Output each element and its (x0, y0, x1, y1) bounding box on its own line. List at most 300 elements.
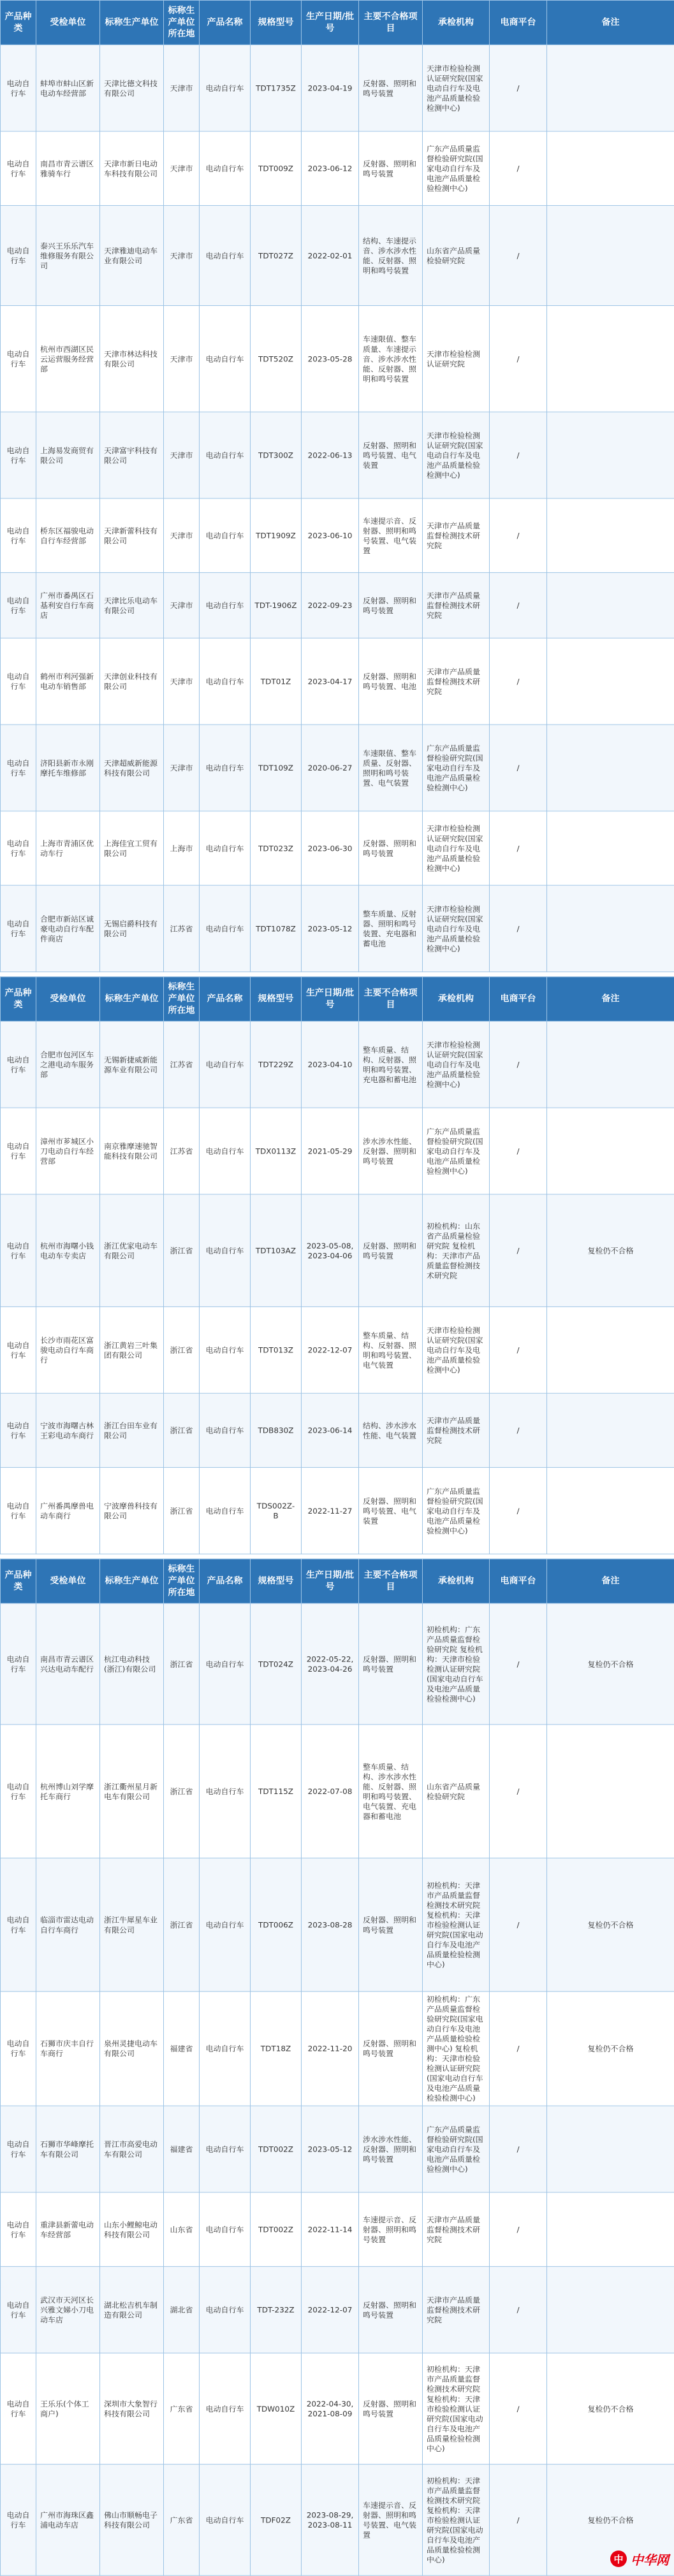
table-cell: 电动自行车 (200, 1021, 251, 1108)
table-cell: 2023-06-14 (302, 1393, 359, 1467)
table-cell: 上海市 (164, 811, 200, 885)
table-cell (547, 725, 674, 811)
table-cell: 泰兴王乐乐汽车维修服务有限公司 (36, 205, 100, 305)
column-header: 承检机构 (423, 0, 490, 45)
table-cell: 电动自行车 (1, 2464, 36, 2576)
table-cell: 合肥市新站区诚豪电动自行车配件商店 (36, 885, 100, 972)
table-cell: 电动自行车 (1, 885, 36, 972)
table-cell: 反射器、照明和鸣号装置 (359, 572, 423, 638)
table-cell: 上海市青浦区优动车行 (36, 811, 100, 885)
column-header: 备注 (547, 977, 674, 1022)
table-cell: 电动自行车 (200, 2192, 251, 2266)
table-cell: 电动自行车 (1, 45, 36, 131)
table-cell: TDT520Z (251, 306, 302, 412)
table-cell: 电动自行车 (1, 572, 36, 638)
table-cell (547, 498, 674, 572)
table-cell: / (490, 2353, 547, 2464)
table-cell: 涉水涉水性能、反射器、照明和鸣号装置 (359, 1108, 423, 1194)
table-cell: 晋江市高爱电动车有限公司 (100, 2106, 164, 2192)
table-row (1, 412, 674, 498)
column-header: 受检单位 (36, 0, 100, 45)
table-cell: / (490, 2464, 547, 2576)
table-row (1, 2353, 674, 2464)
table-cell: TDT-1906Z (251, 572, 302, 638)
table-cell: 反射器、照明和鸣号装置、电气装置 (359, 1468, 423, 1554)
table-cell: 2022-02-01 (302, 205, 359, 305)
table-cell: 2022-11-14 (302, 2192, 359, 2266)
table-cell: 天津市新日电动车科技有限公司 (100, 131, 164, 205)
table-cell: TDT006Z (251, 1858, 302, 1991)
table-cell: 浙江省 (164, 1306, 200, 1393)
table-cell: 宁波摩兽科技有限公司 (100, 1468, 164, 1554)
table-cell: 浙江优家电动车有限公司 (100, 1194, 164, 1306)
table-cell: 2022-12-07 (302, 1306, 359, 1393)
table-cell: / (490, 1725, 547, 1858)
table-cell: 电动自行车 (200, 205, 251, 305)
table-cell: TDX0113Z (251, 1108, 302, 1194)
column-header: 标称生产单位 (100, 0, 164, 45)
table-cell: TDT115Z (251, 1725, 302, 1858)
table-cell: 电动自行车 (200, 1858, 251, 1991)
table-cell: 电动自行车 (1, 205, 36, 305)
table-cell (547, 1108, 674, 1194)
table-row (1, 1858, 674, 1991)
table-row (1, 1108, 674, 1194)
table-cell: 2022-06-13 (302, 412, 359, 498)
table-cell: 福建省 (164, 1992, 200, 2106)
table-row (1, 131, 674, 205)
table-cell: 无锡新捷威新能源车业有限公司 (100, 1021, 164, 1108)
table-row (1, 811, 674, 885)
table-cell: / (490, 45, 547, 131)
table-row (1, 205, 674, 305)
table-cell: / (490, 811, 547, 885)
table-row (1, 1603, 674, 1725)
table-header-row (1, 0, 674, 45)
table-cell: 初检机构：天津市产品质量监督检测技术研究院 复检机构：天津市检验检测认证研究院(国家电动自行车及电池产品质量检验检测中心) (423, 2353, 490, 2464)
table-cell: 初检机构：山东省产品质量检验研究院 复检机构：天津市产品质量监督检测技术研究院 (423, 1194, 490, 1306)
table-row (1, 306, 674, 412)
table-cell: 初检机构：天津市产品质量监督检测技术研究院 复检机构：天津市检验检测认证研究院(国家电动自行车及电池产品质量检验检测中心) (423, 2464, 490, 2576)
table-cell: 反射器、照明和鸣号装置 (359, 131, 423, 205)
table-cell: 电动自行车 (1, 306, 36, 412)
table-cell: 结构、涉水涉水性能、电气装置 (359, 1393, 423, 1467)
table-cell: 2023-06-10 (302, 498, 359, 572)
table-cell: 2023-08-28 (302, 1858, 359, 1991)
table-cell: 天津市产品质量监督检测技术研究院 (423, 2192, 490, 2266)
table-cell (547, 2266, 674, 2353)
table-cell: 浙江省 (164, 1725, 200, 1858)
table-cell: 复检仍不合格 (547, 2464, 674, 2576)
table-cell: / (490, 572, 547, 638)
table-cell: 2022-07-08 (302, 1725, 359, 1858)
table-cell: 电动自行车 (200, 1194, 251, 1306)
table-cell: 山东省产品质量检验研究院 (423, 205, 490, 305)
table-cell (547, 1393, 674, 1467)
column-header: 主要不合格项目 (359, 977, 423, 1022)
table-cell: 2023-04-10 (302, 1021, 359, 1108)
table-row (1, 1468, 674, 1554)
table-cell: 初检机构：天津市产品质量监督检测技术研究院 复检机构：天津市检验检测认证研究院(国家电动自行车及电池产品质量检验检测中心) (423, 1858, 490, 1991)
table-cell: 江苏省 (164, 885, 200, 972)
table-cell: / (490, 498, 547, 572)
table-cell: 浙江省 (164, 1858, 200, 1991)
table-cell: 杭州市西湖区民云运营服务经营部 (36, 306, 100, 412)
table-cell: / (490, 306, 547, 412)
table-cell (547, 412, 674, 498)
table-cell: 天津市产品质量监督检测技术研究院 (423, 498, 490, 572)
table-cell: 深圳市大象智行科技有限公司 (100, 2353, 164, 2464)
table-cell: 反射器、照明和鸣号装置 (359, 2353, 423, 2464)
table-cell: 天津超威新能源科技有限公司 (100, 725, 164, 811)
table-cell: 2023-04-19 (302, 45, 359, 131)
table-cell: 复检仍不合格 (547, 1858, 674, 1991)
table-cell: 2023-08-29, 2023-08-11 (302, 2464, 359, 2576)
table-cell: 2023-05-28 (302, 306, 359, 412)
column-header: 产品名称 (200, 0, 251, 45)
table-cell: 天津市 (164, 725, 200, 811)
table-cell: 初检机构：广东产品质量监督检验研究院 复检机构：天津市检验检测认证研究院(国家电动自行车及电池产品质量检验检测中心) (423, 1603, 490, 1725)
table-cell: 天津市检验检测认证研究院(国家电动自行车及电池产品质量检验检测中心) (423, 1306, 490, 1393)
table-cell: 天津市检验检测认证研究院(国家电动自行车及电池产品质量检验检测中心) (423, 1021, 490, 1108)
table-cell (547, 572, 674, 638)
table-cell: 杭州市海曙小钱电动车专卖店 (36, 1194, 100, 1306)
table-cell: TDT013Z (251, 1306, 302, 1393)
table-cell: 天津市产品质量监督检测技术研究院 (423, 638, 490, 725)
table-row (1, 1725, 674, 1858)
column-header: 标称生产单位所在地 (164, 1559, 200, 1603)
table-cell: 车速限值、整车质量、反射器、照明和鸣号装置、电气装置 (359, 725, 423, 811)
table-cell: 2022-11-27 (302, 1468, 359, 1554)
table-row (1, 2464, 674, 2576)
table-cell: 浙江衢州星月新电车有限公司 (100, 1725, 164, 1858)
table-cell: 2023-05-12 (302, 2106, 359, 2192)
table-cell: 天津市 (164, 498, 200, 572)
table-cell: 广东产品质量监督检验研究院(国家电动自行车及电池产品质量检验检测中心) (423, 1108, 490, 1194)
table-cell: 反射器、照明和鸣号装置、电池 (359, 638, 423, 725)
table-cell: / (490, 638, 547, 725)
table-cell (547, 2192, 674, 2266)
table-cell: 泉州灵捷电动车有限公司 (100, 1992, 164, 2106)
table-cell: 天津市 (164, 306, 200, 412)
table-cell: 复检仍不合格 (547, 1992, 674, 2106)
table-cell: 湖北松吉机车制造有限公司 (100, 2266, 164, 2353)
table-cell (547, 885, 674, 972)
table-cell: 电动自行车 (200, 725, 251, 811)
table-cell: 浙江台田车业有限公司 (100, 1393, 164, 1467)
table-cell: 2022-09-23 (302, 572, 359, 638)
table-cell: 电动自行车 (200, 498, 251, 572)
table-cell: 天津市林达科技有限公司 (100, 306, 164, 412)
table-cell: / (490, 2192, 547, 2266)
table-cell: 福建省 (164, 2106, 200, 2192)
table-cell: 天津市检验检测认证研究院 (423, 306, 490, 412)
column-header: 电商平台 (490, 0, 547, 45)
table-header-row (1, 1559, 674, 1603)
table-cell (547, 1306, 674, 1393)
table-cell: 蚌埠市蚌山区新电动车经营部 (36, 45, 100, 131)
table-row (1, 1992, 674, 2106)
table-row (1, 1021, 674, 1108)
results-table (0, 1559, 674, 2576)
table-cell: TDT103AZ (251, 1194, 302, 1306)
table-cell: 天津市检验检测认证研究院(国家电动自行车及电池产品质量检验检测中心) (423, 811, 490, 885)
table-cell: 反射器、照明和鸣号装置 (359, 45, 423, 131)
table-cell: 反射器、照明和鸣号装置 (359, 2266, 423, 2353)
table-cell: 电动自行车 (1, 1108, 36, 1194)
table-cell: TDT1078Z (251, 885, 302, 972)
table-cell: TDS002Z-B (251, 1468, 302, 1554)
results-table (0, 0, 674, 972)
table-cell: TDT1909Z (251, 498, 302, 572)
table-cell: 2023-04-17 (302, 638, 359, 725)
table-cell: 浙江省 (164, 1603, 200, 1725)
table-cell: 天津市 (164, 131, 200, 205)
table-cell: 电动自行车 (200, 1306, 251, 1393)
table-cell: 天津富宇科技有限公司 (100, 412, 164, 498)
table-cell: 江苏省 (164, 1108, 200, 1194)
table-cell: 电动自行车 (1, 1858, 36, 1991)
table-row (1, 1194, 674, 1306)
table-cell: TDF02Z (251, 2464, 302, 2576)
table-cell: 浙江黄岩三叶集团有限公司 (100, 1306, 164, 1393)
table-cell: 南京雅摩速驰智能科技有限公司 (100, 1108, 164, 1194)
table-cell: / (490, 1858, 547, 1991)
table-cell: 石狮市庆丰自行车商行 (36, 1992, 100, 2106)
table-cell: 山东省 (164, 2192, 200, 2266)
table-cell (547, 2106, 674, 2192)
table-cell: 反射器、照明和鸣号装置 (359, 811, 423, 885)
table-cell: 上海易发商贸有限公司 (36, 412, 100, 498)
table-cell: TDT109Z (251, 725, 302, 811)
column-header: 产品名称 (200, 977, 251, 1022)
table-cell: 电动自行车 (1, 2353, 36, 2464)
table-cell: 广东省 (164, 2353, 200, 2464)
column-header: 受检单位 (36, 1559, 100, 1603)
table-cell: 天津市检验检测认证研究院(国家电动自行车及电池产品质量检验检测中心) (423, 45, 490, 131)
table-cell: 天津新蕾科技有限公司 (100, 498, 164, 572)
column-header: 标称生产单位 (100, 1559, 164, 1603)
table-cell: 2022-05-22, 2023-04-26 (302, 1603, 359, 1725)
table-cell: / (490, 1194, 547, 1306)
table-cell: TDT01Z (251, 638, 302, 725)
table-cell (547, 45, 674, 131)
table-cell: 电动自行车 (1, 1992, 36, 2106)
table-cell: 反射器、照明和鸣号装置 (359, 1858, 423, 1991)
table-cell: / (490, 2266, 547, 2353)
column-header: 生产日期/批号 (302, 977, 359, 1022)
table-cell: 上海佳宜工贸有限公司 (100, 811, 164, 885)
table-cell: / (490, 131, 547, 205)
table-cell: TDT-232Z (251, 2266, 302, 2353)
table-cell: 天津创业科技有限公司 (100, 638, 164, 725)
column-header: 标称生产单位所在地 (164, 977, 200, 1022)
table-cell: 江苏省 (164, 1021, 200, 1108)
table-cell: 无锡启爵科技有限公司 (100, 885, 164, 972)
table-cell: / (490, 1108, 547, 1194)
table-cell: 电动自行车 (1, 1306, 36, 1393)
table-cell: 复检仍不合格 (547, 2353, 674, 2464)
table-cell: 广东产品质量监督检验研究院(国家电动自行车及电池产品质量检验检测中心) (423, 131, 490, 205)
table-cell: 天津市 (164, 45, 200, 131)
column-header: 受检单位 (36, 977, 100, 1022)
table-cell: 电动自行车 (200, 1468, 251, 1554)
column-header: 标称生产单位 (100, 977, 164, 1022)
column-header: 主要不合格项目 (359, 0, 423, 45)
table-cell: 广州番禺摩兽电动车商行 (36, 1468, 100, 1554)
table-cell: 反射器、照明和鸣号装置 (359, 1194, 423, 1306)
table-cell (547, 811, 674, 885)
table-cell: 整车质量、结构、涉水涉水性能、反射器、照明和鸣号装置、电气装置、充电器和蓄电池 (359, 1725, 423, 1858)
table-cell: 山东省产品质量检验研究院 (423, 1725, 490, 1858)
table-cell: 电动自行车 (1, 131, 36, 205)
column-header: 电商平台 (490, 977, 547, 1022)
table-cell: 天津比乐电动车有限公司 (100, 572, 164, 638)
table-row (1, 572, 674, 638)
table-cell: 广东省 (164, 2464, 200, 2576)
table-cell: 电动自行车 (1, 1021, 36, 1108)
table-cell: 电动自行车 (1, 1725, 36, 1858)
table-cell: 浙江省 (164, 1194, 200, 1306)
table-cell: TDT1735Z (251, 45, 302, 131)
column-header: 生产日期/批号 (302, 1559, 359, 1603)
table-cell: 王乐乐(个体工商户) (36, 2353, 100, 2464)
table-cell: 电动自行车 (200, 885, 251, 972)
table-cell: 车速提示音、反射器、照明和鸣号装置、电气装置 (359, 2464, 423, 2576)
table-cell: 天津市 (164, 205, 200, 305)
table-cell: 电动自行车 (1, 498, 36, 572)
column-header: 规格型号 (251, 977, 302, 1022)
table-cell: 复检仍不合格 (547, 1603, 674, 1725)
table-cell: 桥东区福骏电动自行车经营部 (36, 498, 100, 572)
table-cell: / (490, 1306, 547, 1393)
table-cell: TDT300Z (251, 412, 302, 498)
table-cell: 佛山市顺畅电子科技有限公司 (100, 2464, 164, 2576)
table-cell: 电动自行车 (200, 572, 251, 638)
table-cell: 山东小鲤鲸电动科技有限公司 (100, 2192, 164, 2266)
table-cell: 电动自行车 (200, 412, 251, 498)
table-cell (547, 638, 674, 725)
table-cell: 天津市 (164, 572, 200, 638)
table-cell: 电动自行车 (200, 45, 251, 131)
table-cell: 电动自行车 (1, 811, 36, 885)
table-cell: 电动自行车 (200, 131, 251, 205)
table-cell: 临淄市雷达电动自行车商行 (36, 1858, 100, 1991)
table-cell: 天津市 (164, 412, 200, 498)
table-cell: 2022-11-20 (302, 1992, 359, 2106)
table-cell: 电动自行车 (200, 1108, 251, 1194)
table-row (1, 885, 674, 972)
column-header: 生产日期/批号 (302, 0, 359, 45)
column-header: 规格型号 (251, 0, 302, 45)
table-row (1, 2266, 674, 2353)
table-cell: 杭江电动科技(浙江)有限公司 (100, 1603, 164, 1725)
table-cell (547, 1468, 674, 1554)
table-cell (547, 205, 674, 305)
table-cell: 天津雅迪电动车业有限公司 (100, 205, 164, 305)
table-cell: 电动自行车 (1, 1468, 36, 1554)
table-cell: 2022-04-30, 2021-08-09 (302, 2353, 359, 2464)
table-cell: 南昌市青云谱区雅骑车行 (36, 131, 100, 205)
table-cell: 2020-06-27 (302, 725, 359, 811)
table-cell: TDT229Z (251, 1021, 302, 1108)
table-cell: 电动自行车 (200, 1992, 251, 2106)
table-cell: 广东产品质量监督检验研究院(国家电动自行车及电池产品质量检验检测中心) (423, 1468, 490, 1554)
column-header: 备注 (547, 1559, 674, 1603)
table-cell: 宁波市海曙古林王彩电动车商行 (36, 1393, 100, 1467)
table-cell: 反射器、照明和鸣号装置 (359, 1603, 423, 1725)
site-logo-text: 中华网 (631, 2550, 669, 2568)
table-cell: 浙江省 (164, 1468, 200, 1554)
table-cell: 车速限值、整车质量、车速提示音、涉水涉水性能、反射器、照明和鸣号装置 (359, 306, 423, 412)
table-cell: 武汉市天河区长兴雅文娣小刀电动车店 (36, 2266, 100, 2353)
results-table (0, 976, 674, 1554)
table-cell: 电动自行车 (1, 1603, 36, 1725)
column-header: 承检机构 (423, 1559, 490, 1603)
table-cell: 车速提示音、反射器、照明和鸣号装置、电气装置 (359, 498, 423, 572)
table-cell: TDT009Z (251, 131, 302, 205)
table-row (1, 638, 674, 725)
site-watermark (610, 2548, 669, 2570)
table-cell: 反射器、照明和鸣号装置 (359, 1992, 423, 2106)
table-cell: 电动自行车 (1, 412, 36, 498)
table-row (1, 725, 674, 811)
table-cell: / (490, 1393, 547, 1467)
table-cell: 电动自行车 (200, 638, 251, 725)
table-cell: / (490, 725, 547, 811)
table-row (1, 2106, 674, 2192)
column-header: 标称生产单位所在地 (164, 0, 200, 45)
table-cell: 电动自行车 (200, 1603, 251, 1725)
table-cell: 电动自行车 (1, 1194, 36, 1306)
table-cell: 天津比德文科技有限公司 (100, 45, 164, 131)
table-cell: TDT18Z (251, 1992, 302, 2106)
table-cell: 杭州博山刘学摩托车商行 (36, 1725, 100, 1858)
column-header: 规格型号 (251, 1559, 302, 1603)
column-header: 主要不合格项目 (359, 1559, 423, 1603)
table-cell (547, 1725, 674, 1858)
table-cell: 2023-06-30 (302, 811, 359, 885)
table-cell: 初检机构：广东产品质量监督检验研究院(国家电动自行车及电池产品质量检验检测中心) 复检机构：天津市检验检测认证研究院(国家电动自行车及电池产品质量检验检测中心) (423, 1992, 490, 2106)
table-cell: / (490, 1021, 547, 1108)
table-cell: 电动自行车 (1, 2192, 36, 2266)
table-cell: 结构、车速提示音、涉水涉水性能、反射器、照明和鸣号装置 (359, 205, 423, 305)
table-cell: TDT027Z (251, 205, 302, 305)
table-cell: / (490, 885, 547, 972)
table-header-row (1, 977, 674, 1022)
table-cell: 浙江省 (164, 1393, 200, 1467)
table-cell: 电动自行车 (200, 2106, 251, 2192)
table-cell: 复检仍不合格 (547, 1194, 674, 1306)
table-cell: 漳州市芗城区小刀电动自行车经营部 (36, 1108, 100, 1194)
table-cell: 湖北省 (164, 2266, 200, 2353)
table-cell: / (490, 2106, 547, 2192)
table-cell: 2023-05-12 (302, 885, 359, 972)
table-cell (547, 306, 674, 412)
table-cell: 电动自行车 (1, 1393, 36, 1467)
table-cell: TDT002Z (251, 2192, 302, 2266)
table-row (1, 2192, 674, 2266)
table-cell: 反射器、照明和鸣号装置、电气装置 (359, 412, 423, 498)
table-cell: 天津市产品质量监督检测技术研究院 (423, 1393, 490, 1467)
table-cell: / (490, 1468, 547, 1554)
table-cell: 广州市海珠区鑫浦电动车店 (36, 2464, 100, 2576)
table-cell: 电动自行车 (200, 2464, 251, 2576)
table-cell: 电动自行车 (200, 811, 251, 885)
table-cell: 整车质量、反射器、照明和鸣号装置、充电器和蓄电池 (359, 885, 423, 972)
column-header: 备注 (547, 0, 674, 45)
table-cell: 长沙市雨花区富骏电动自行车商行 (36, 1306, 100, 1393)
